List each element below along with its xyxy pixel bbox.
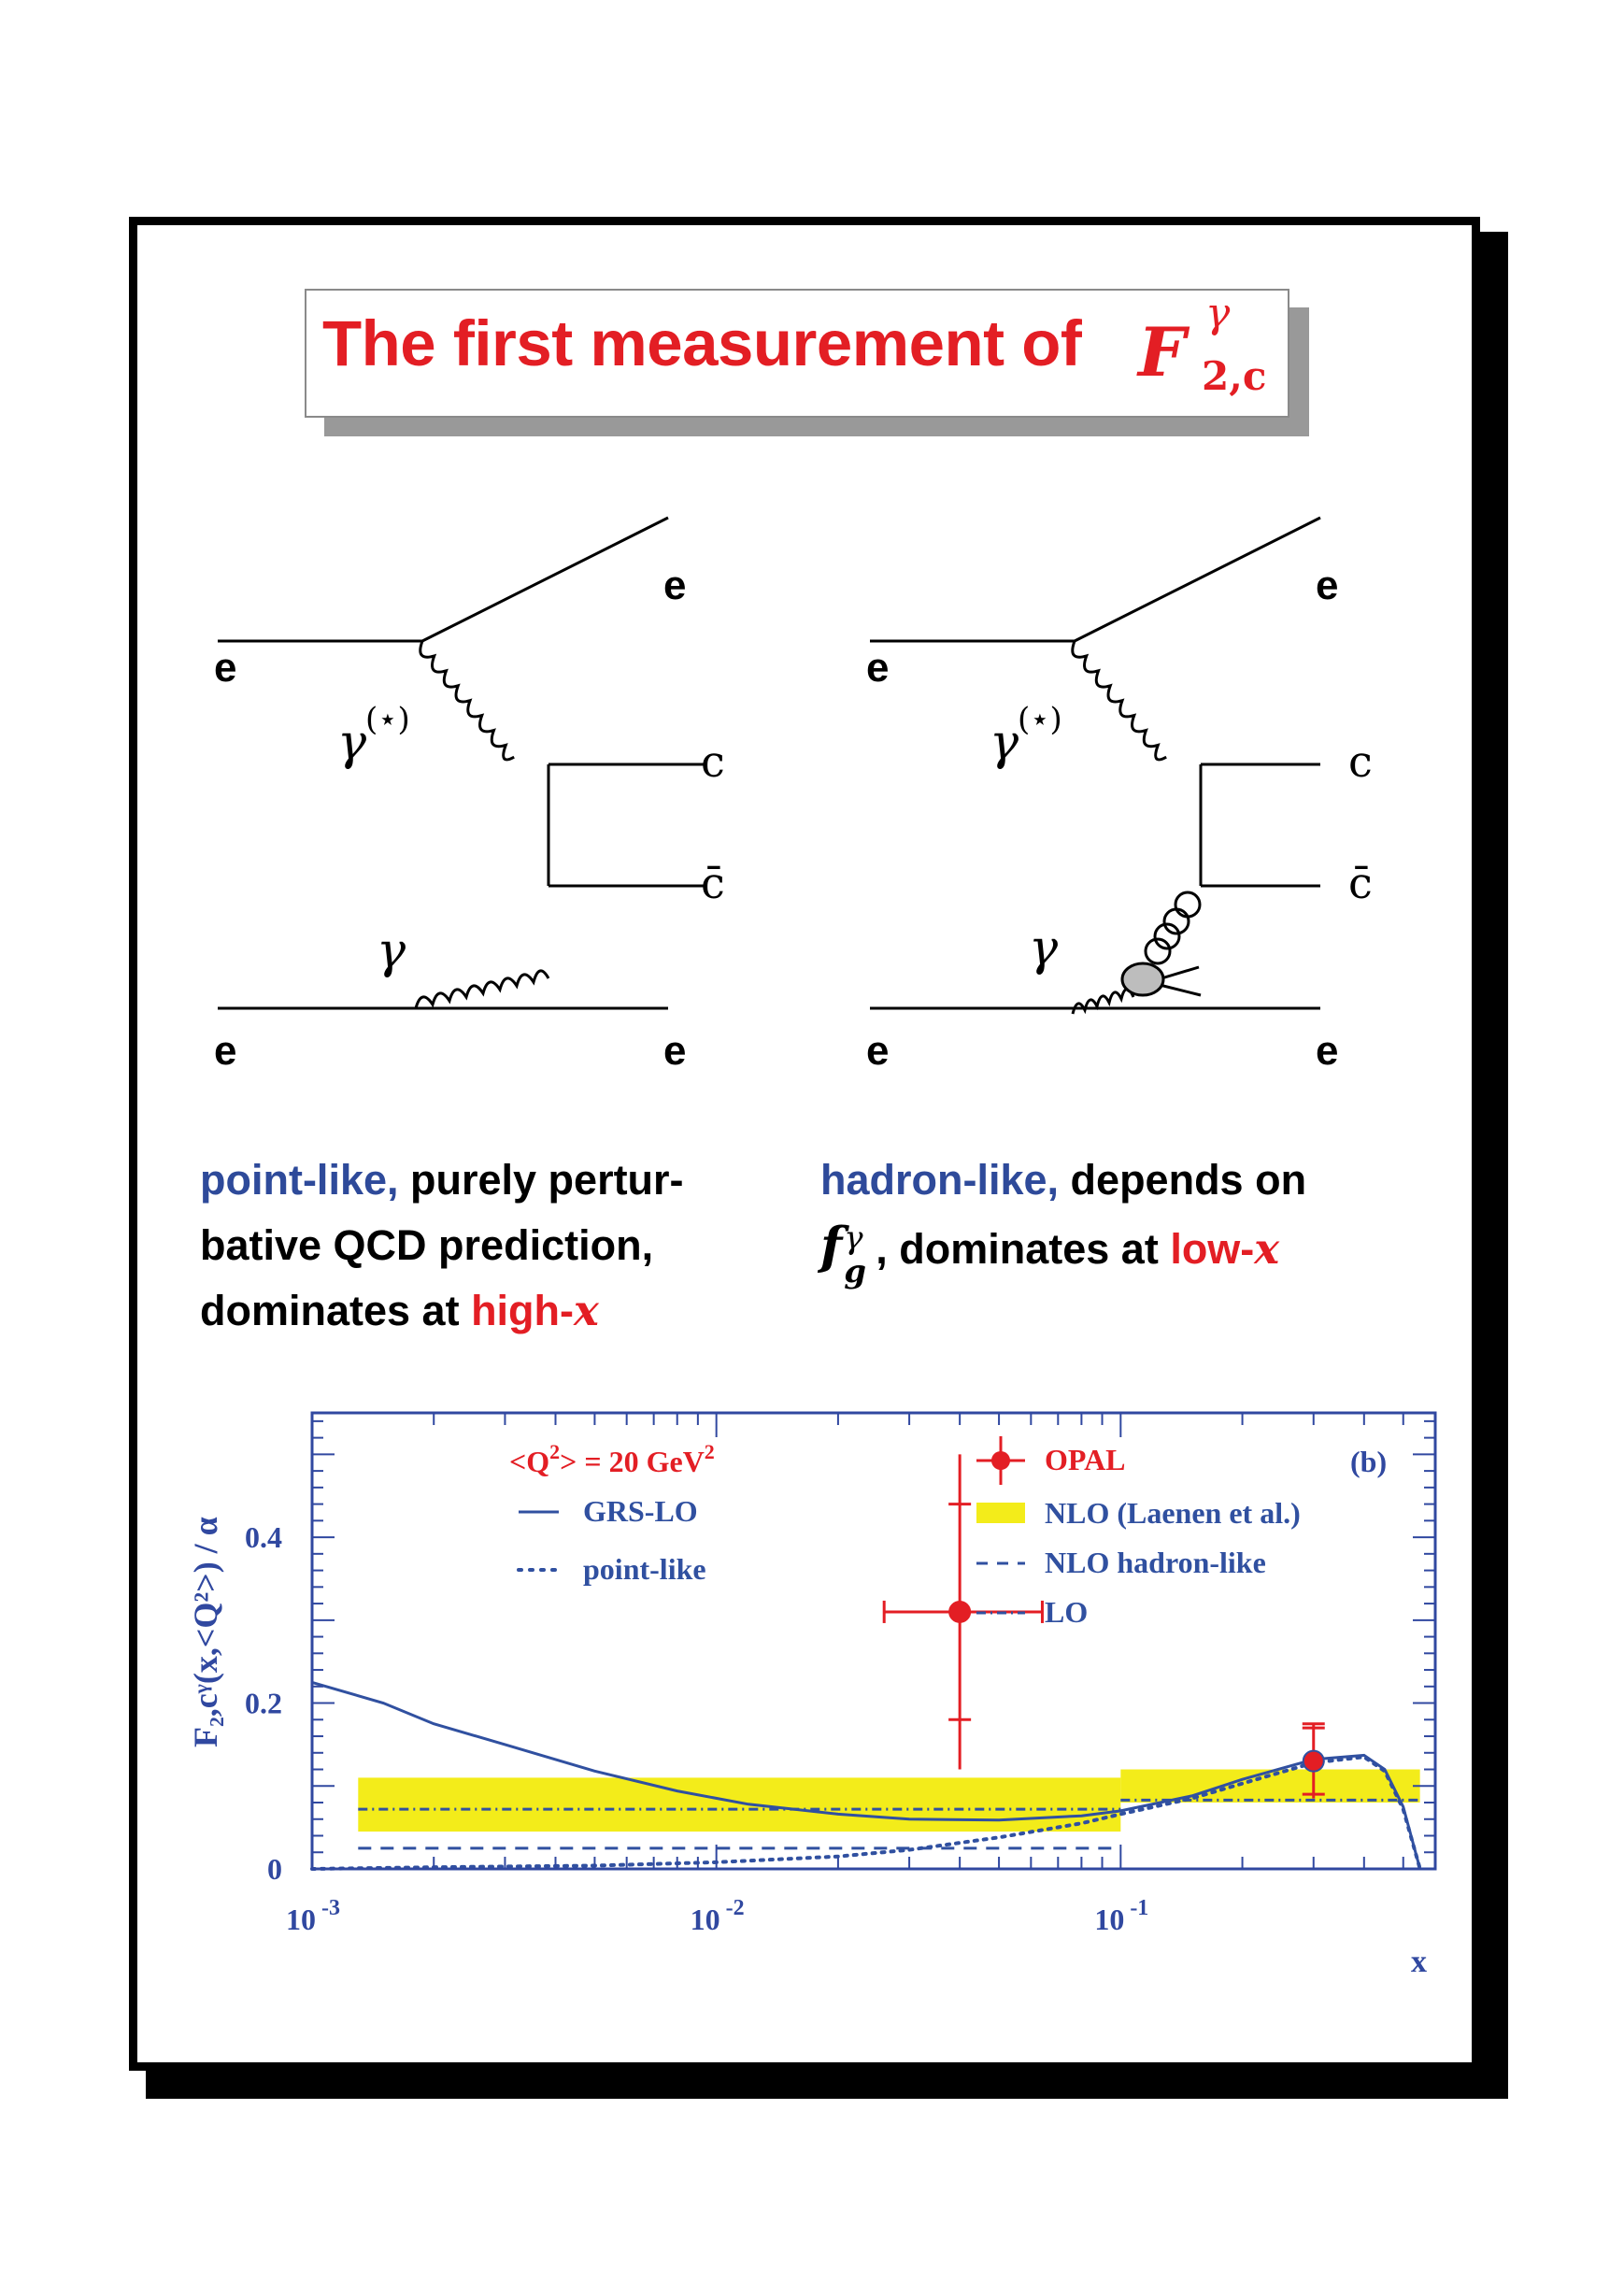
feynman-diagram-point-like — [192, 505, 846, 1084]
annotation-text2: > = 20 GeV — [560, 1445, 705, 1478]
low-x-label: low- — [1170, 1225, 1255, 1273]
legend-label: point-like — [583, 1552, 706, 1586]
page-title: The first measurement of — [322, 307, 1082, 379]
description-hadron-like — [820, 1148, 1307, 1290]
label-photon: γ — [1029, 920, 1059, 976]
real-photon-line — [416, 971, 548, 1008]
x-tick-label: 10 $^{-1}$ — [1094, 1896, 1149, 1936]
label-e-out-bottom: e — [1316, 1028, 1339, 1074]
slide-frame — [129, 217, 1480, 2071]
legend-label: GRS-LO — [583, 1494, 698, 1528]
real-photon-line — [1073, 989, 1133, 1014]
label-e-in-bottom: e — [866, 1028, 890, 1074]
description-left-line1: purely pertur- — [398, 1156, 684, 1204]
y-tick-label: 0.4 — [245, 1520, 282, 1555]
point-like-label: point-like, — [200, 1156, 399, 1204]
legend-label: LO — [1045, 1595, 1089, 1629]
low-x-var: x — [1254, 1224, 1280, 1274]
description-left-line3: dominates at — [200, 1287, 472, 1334]
title-symbol: F — [1138, 312, 1187, 392]
y-axis-label: F₂,cᵞ(x,<Q²>) / α — [187, 1517, 224, 1747]
title-superscript: γ — [1205, 290, 1231, 337]
description-right-line1: depends on — [1059, 1156, 1307, 1204]
hadron-like-label: hadron-like, — [820, 1156, 1060, 1204]
annotation-sup2: 2 — [704, 1440, 715, 1463]
legend-label: NLO hadron-like — [1045, 1546, 1266, 1579]
label-e-out-top: e — [1316, 563, 1339, 608]
label-quark: c — [701, 736, 725, 787]
legend-label: NLO (Laenen et al.) — [1045, 1496, 1301, 1530]
label-e-in-top: e — [214, 645, 237, 691]
title-subscript: 2,c — [1202, 353, 1267, 399]
label-virtual-photon: γ — [337, 715, 367, 771]
label-antiquark: c̄ — [1348, 858, 1373, 908]
label-virtual-photon-sup: (⋆) — [365, 701, 410, 738]
y-tick-label: 0.2 — [245, 1686, 282, 1720]
label-e-in-bottom: e — [214, 1028, 237, 1074]
panel-label: (b) — [1350, 1445, 1388, 1478]
label-e-out-bottom: e — [663, 1028, 687, 1074]
annotation-text: <Q — [509, 1445, 550, 1478]
label-virtual-photon-sup: (⋆) — [1018, 701, 1062, 738]
description-point-like — [200, 1148, 684, 1344]
y-tick-label: 0 — [267, 1852, 282, 1886]
label-e-in-top: e — [866, 645, 890, 691]
label-quark: c — [1348, 736, 1373, 787]
label-photon: γ — [377, 923, 406, 979]
x-axis-label: x — [1411, 1945, 1427, 1979]
x-tick-label: 10 $^{-2}$ — [690, 1896, 745, 1936]
high-x-label: high- — [471, 1287, 575, 1334]
diagram-lines-2 — [844, 505, 1498, 1084]
description-left-line2: bative QCD prediction, — [200, 1221, 654, 1269]
description-right-line2: , dominates at — [876, 1225, 1171, 1273]
high-x-var: x — [574, 1286, 599, 1335]
gluon-loops — [1146, 892, 1200, 963]
fg-superscript: γ — [844, 1219, 863, 1257]
feynman-diagram-hadron-like — [844, 505, 1498, 1084]
label-antiquark: c̄ — [701, 858, 725, 908]
x-tick-label: 10 $^{-3}$ — [286, 1896, 340, 1936]
fg-symbol: f — [820, 1216, 843, 1276]
virtual-photon-line — [1050, 641, 1186, 763]
virtual-photon-line — [398, 641, 534, 763]
label-virtual-photon: γ — [990, 715, 1019, 771]
fg-subscript: g — [844, 1253, 867, 1290]
diagram-lines — [192, 505, 846, 1084]
legend-label: OPAL — [1045, 1443, 1126, 1476]
hadronic-blob — [1122, 963, 1163, 995]
annotation-sup: 2 — [549, 1440, 561, 1463]
label-e-out-top: e — [663, 563, 687, 608]
